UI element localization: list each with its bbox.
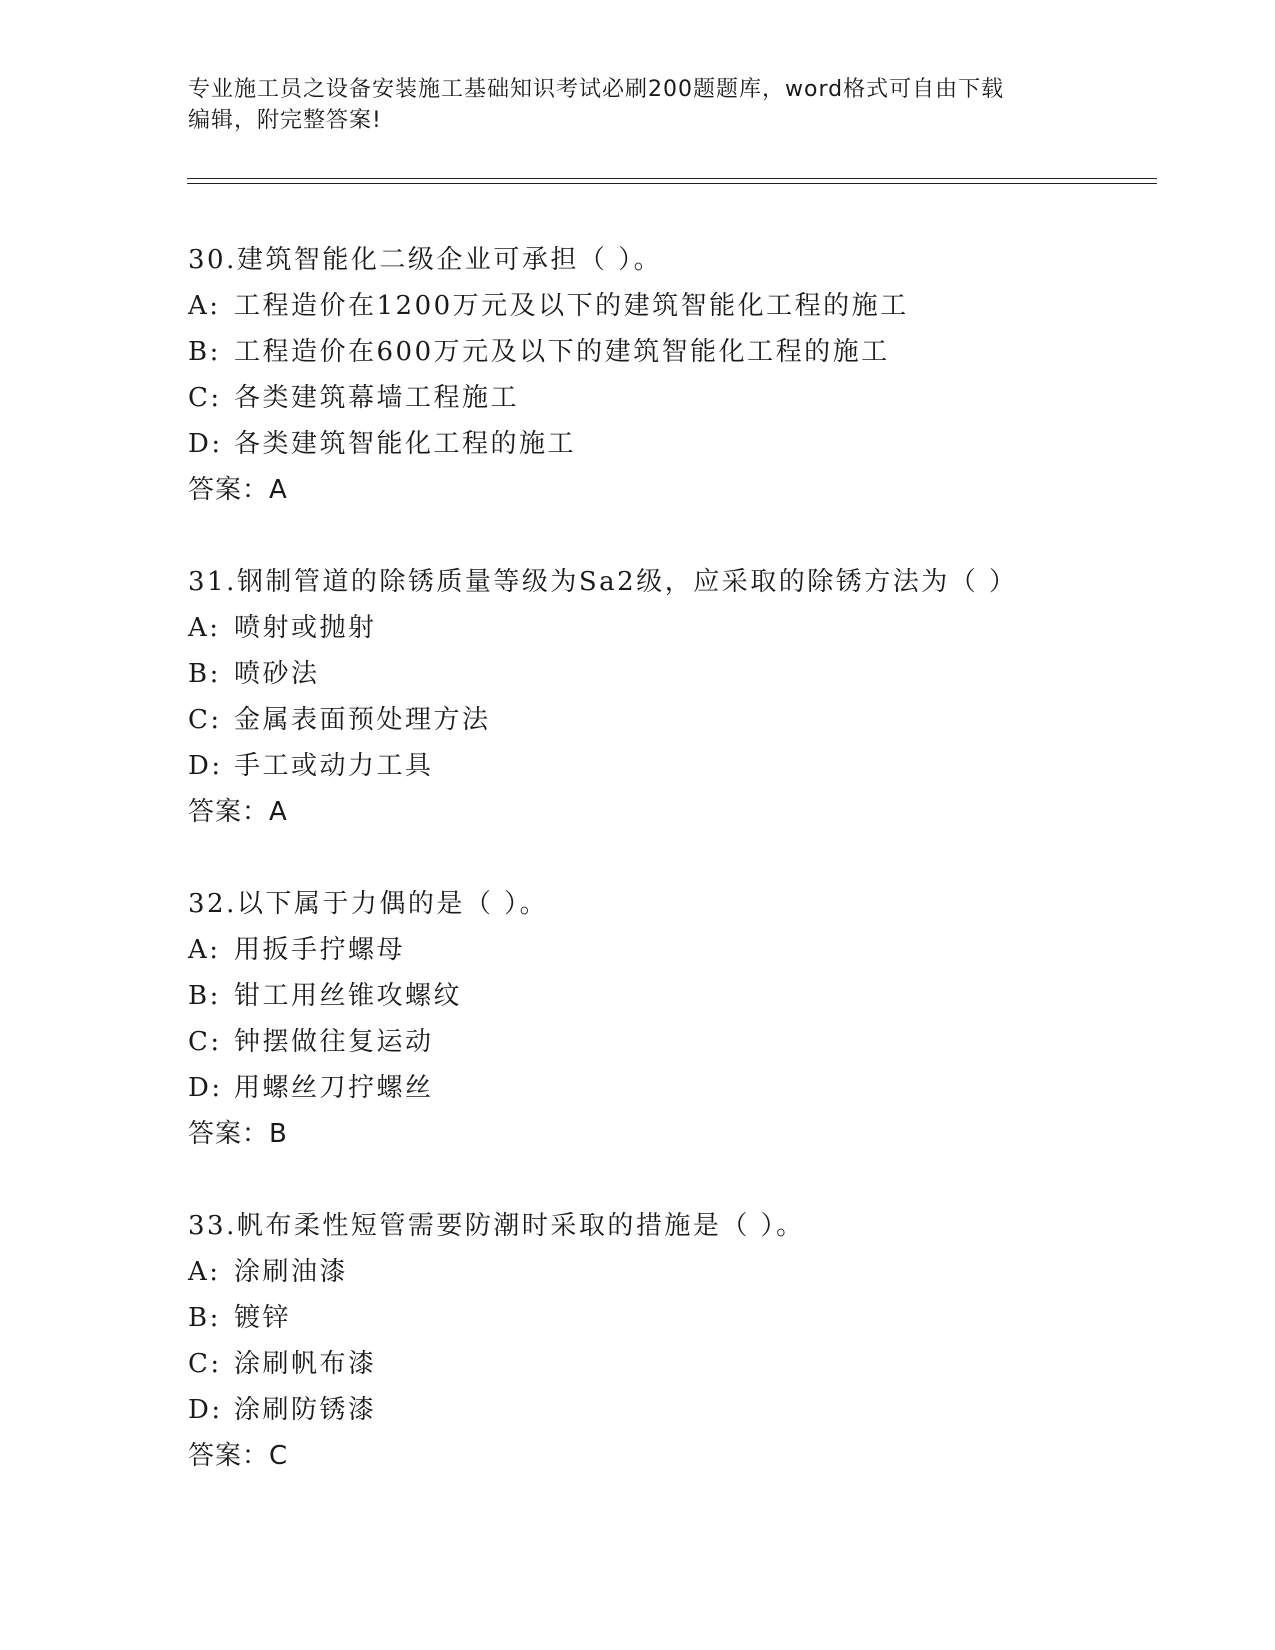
option-text: 涂刷防锈漆 (234, 1395, 377, 1425)
document-header (188, 74, 1088, 136)
option-text: 钳工用丝锥攻螺纹 (234, 981, 463, 1011)
question-stem: 33.帆布柔性短管需要防潮时采取的措施是（ ）。 (188, 1211, 805, 1241)
header-divider-bottom (187, 183, 1157, 184)
question-30 (188, 237, 1188, 513)
option-b (188, 651, 1188, 697)
option-letter: C: (188, 1349, 222, 1379)
option-b (188, 973, 1188, 1019)
option-letter: B: (188, 981, 221, 1011)
option-letter: C: (188, 705, 222, 735)
option-d (188, 1387, 1188, 1433)
answer-line: 答案：B (188, 1119, 288, 1149)
header-line-2: 编辑，附完整答案! (188, 108, 382, 133)
answer-line: 答案：A (188, 797, 288, 827)
option-c (188, 1019, 1188, 1065)
option-letter: B: (188, 1303, 221, 1333)
option-text: 涂刷油漆 (234, 1257, 349, 1287)
option-text: 各类建筑智能化工程的施工 (234, 429, 577, 459)
option-text: 镀锌 (234, 1303, 292, 1333)
question-stem: 30.建筑智能化二级企业可承担（ ）。 (188, 245, 663, 275)
option-text: 金属表面预处理方法 (234, 705, 491, 735)
option-text: 各类建筑幕墙工程施工 (234, 383, 520, 413)
option-letter: D: (188, 429, 223, 459)
option-text: 钟摆做往复运动 (234, 1027, 434, 1057)
answer-line: 答案：A (188, 475, 288, 505)
option-letter: D: (188, 1395, 223, 1425)
option-text: 手工或动力工具 (234, 751, 434, 781)
header-line-1: 专业施工员之设备安装施工基础知识考试必刷200题题库，word格式可自由下载 (188, 77, 1005, 102)
option-c (188, 375, 1188, 421)
option-text: 工程造价在600万元及以下的建筑智能化工程的施工 (234, 337, 890, 367)
question-31 (188, 559, 1188, 835)
option-b (188, 329, 1188, 375)
option-d (188, 1065, 1188, 1111)
answer-line: 答案：C (188, 1441, 289, 1471)
option-b (188, 1295, 1188, 1341)
option-text: 喷砂法 (234, 659, 320, 689)
option-letter: A: (188, 935, 221, 965)
option-letter: D: (188, 751, 223, 781)
option-c (188, 697, 1188, 743)
option-text: 用扳手拧螺母 (234, 935, 406, 965)
option-c (188, 1341, 1188, 1387)
header-divider-top (187, 178, 1157, 179)
question-32 (188, 881, 1188, 1157)
option-letter: A: (188, 613, 221, 643)
option-d (188, 743, 1188, 789)
option-letter: D: (188, 1073, 223, 1103)
option-text: 工程造价在1200万元及以下的建筑智能化工程的施工 (234, 291, 909, 321)
option-a (188, 283, 1188, 329)
option-text: 喷射或抛射 (234, 613, 377, 643)
option-text: 涂刷帆布漆 (234, 1349, 377, 1379)
option-d (188, 421, 1188, 467)
option-letter: B: (188, 337, 221, 367)
option-letter: A: (188, 291, 221, 321)
option-letter: C: (188, 383, 222, 413)
question-33 (188, 1203, 1188, 1479)
question-stem: 32.以下属于力偶的是（ ）。 (188, 889, 549, 919)
question-list (188, 237, 1188, 1525)
question-stem: 31.钢制管道的除锈质量等级为Sa2级，应采取的除锈方法为（ ） (188, 567, 1018, 597)
option-letter: C: (188, 1027, 222, 1057)
option-a (188, 605, 1188, 651)
option-a (188, 1249, 1188, 1295)
option-letter: A: (188, 1257, 221, 1287)
option-text: 用螺丝刀拧螺丝 (234, 1073, 434, 1103)
option-letter: B: (188, 659, 221, 689)
option-a (188, 927, 1188, 973)
